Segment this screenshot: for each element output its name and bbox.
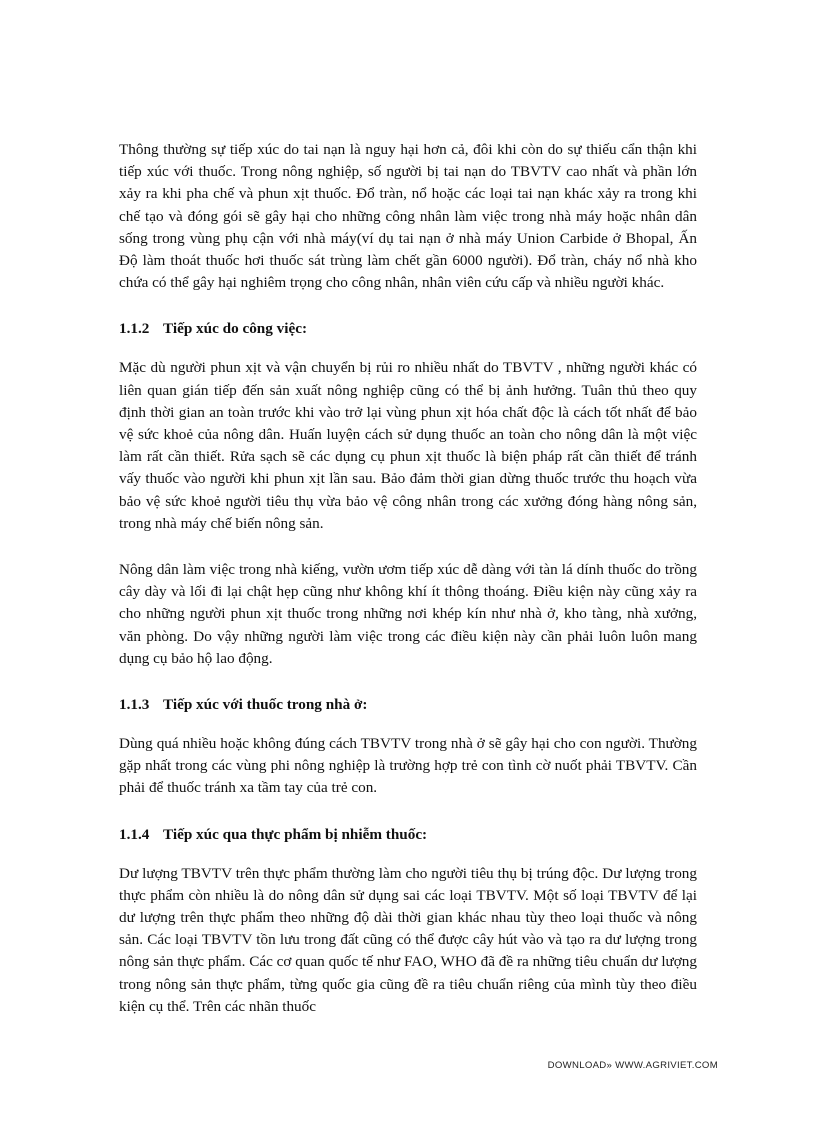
section-heading-1-1-2 <box>119 318 697 340</box>
section-title: Tiếp xúc với thuốc trong nhà ở: <box>163 696 368 714</box>
section-paragraph: Mặc dù người phun xịt và vận chuyển bị rủi ro nhiều nhất do TBVTV , những người khác có liên quan gián tiếp đến sản xuất nông nghiệp cũng có thể bị ảnh hưởng. Tuân thủ theo quy định thời gian an toàn trước khi vào trở lại vùng phun xịt hóa chất độc là cách tốt nhất để bảo vệ sức khoẻ của nông dân. Huấn luyện cách sử dụng thuốc an toàn cho nông dân là một việc làm rất cần thiết. Rửa sạch sẽ các dụng cụ phun xịt thuốc là biện pháp rất cần thiết để tránh vấy thuốc vào người khi phun xịt lần sau. Bảo đảm thời gian dừng thuốc trước thu hoạch vừa bảo vệ sức khoẻ người tiêu thụ vừa bảo vệ công nhân trong các xưởng đóng hàng nông sản, trong nhà máy chế biến nông sản. <box>119 359 697 532</box>
intro-paragraph: Thông thường sự tiếp xúc do tai nạn là nguy hại hơn cả, đôi khi còn do sự thiếu cẩn thận khi tiếp xúc với thuốc. Trong nông nghiệp, số người bị tai nạn do TBVTV cao nhất và phần lớn xảy ra khi pha chế và phun xịt thuốc. Đổ tràn, nổ hoặc các loại tai nạn khác xảy ra trong khi chế tạo và đóng gói sẽ gây hại cho những công nhân làm việc trong nhà máy hoặc nhân dân sống trong vùng phụ cận với nhà máy(ví dụ tai nạn ở nhà máy Union Carbide ở Bhopal, Ấn Độ làm thoát thuốc hơi thuốc sát trùng làm chết gần 6000 người). Đổ tràn, cháy nổ nhà kho chứa có thể gây hại nghiêm trọng cho công nhân, nhân viên cứu cấp và nhiều người khác. <box>119 141 697 292</box>
section-title: Tiếp xúc do công việc: <box>163 320 307 338</box>
footer-download-link[interactable]: DOWNLOAD» WWW.AGRIVIET.COM <box>547 1060 718 1071</box>
document-body <box>119 139 697 1018</box>
section-heading-1-1-3 <box>119 694 697 716</box>
section-number: 1.1.4 <box>119 825 150 843</box>
section-number: 1.1.2 <box>119 320 150 338</box>
section-paragraph: Dùng quá nhiều hoặc không đúng cách TBVTV trong nhà ở sẽ gây hại cho con người. Thường gặp nhất trong các vùng phi nông nghiệp là trường hợp trẻ con tình cờ nuốt phải TBVTV. Cần phải để thuốc tránh xa tầm tay của trẻ con. <box>119 735 697 797</box>
section-heading-1-1-4 <box>119 824 697 846</box>
section-paragraph: Dư lượng TBVTV trên thực phẩm thường làm cho người tiêu thụ bị trúng độc. Dư lượng trong thực phẩm còn nhiều là do nông dân sử dụng sai các loại TBVTV. Một số loại TBVTV để lại dư lượng trên thực phẩm theo những độ dài thời gian khác nhau tùy theo loại thuốc và nông sản. Các loại TBVTV tồn lưu trong đất cũng có thể được cây hút vào và tạo ra dư lượng trong nông sản thực phẩm. Các cơ quan quốc tế như FAO, WHO đã đề ra những tiêu chuẩn dư lượng trong nông sản thực phẩm, từng quốc gia cũng đề ra tiêu chuẩn riêng của mình tùy theo điều kiện cụ thể. Trên các nhãn thuốc <box>119 864 697 1015</box>
section-title: Tiếp xúc qua thực phẩm bị nhiễm thuốc: <box>163 825 428 843</box>
section-number: 1.1.3 <box>119 696 150 714</box>
section-paragraph: Nông dân làm việc trong nhà kiếng, vườn ươm tiếp xúc dễ dàng với tàn lá dính thuốc do trồng cây dày và lối đi lại chật hẹp cũng như không khí ít thông thoáng. Điều kiện này cũng xảy ra cho những người phun xịt thuốc trong những nơi khép kín như nhà ở, kho tàng, nhà xưởng, văn phòng. Do vậy những người làm việc trong các điều kiện này cần phải luôn luôn mang dụng cụ bảo hộ lao động. <box>119 561 697 667</box>
